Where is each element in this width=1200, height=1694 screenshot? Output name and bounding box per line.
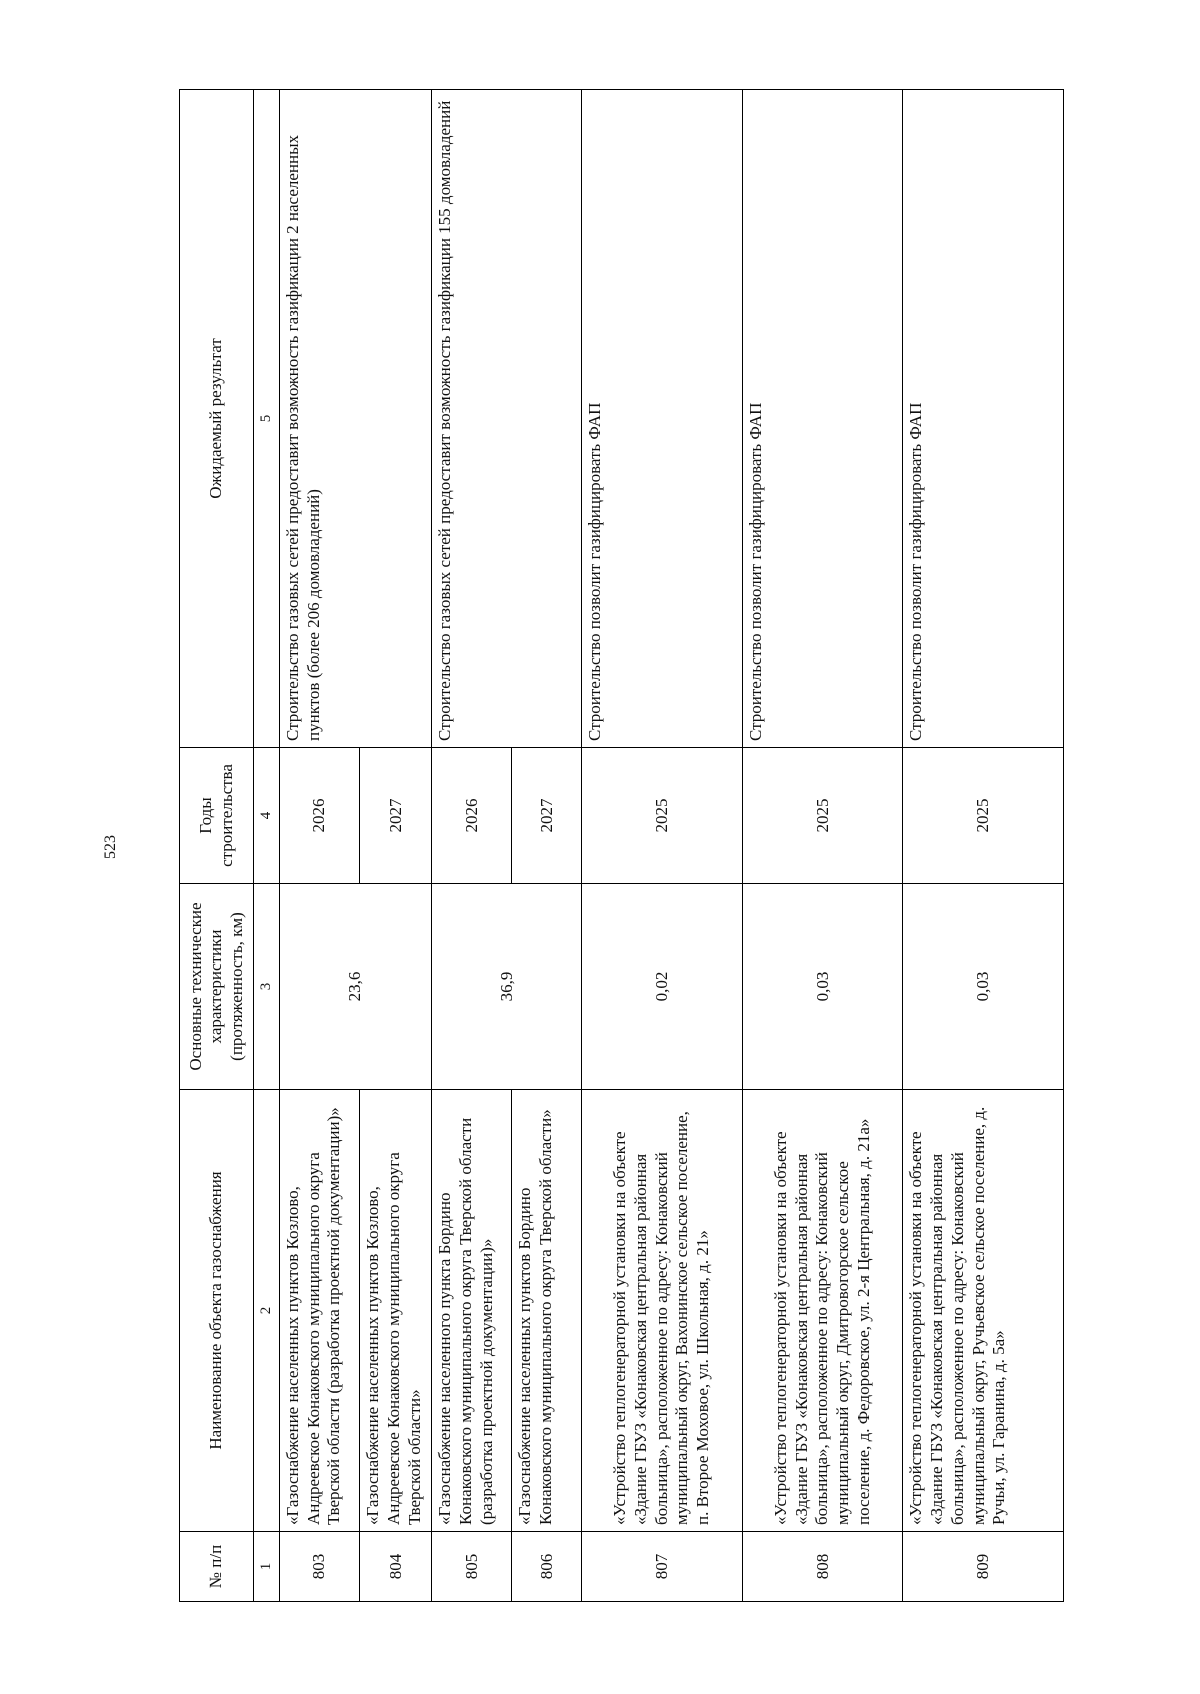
construction-year: 2027 (360, 748, 432, 884)
object-name: «Газоснабжение населенных пунктов Козлово, Андреевское Конаковского муниципального округа Тверской области» (360, 1090, 432, 1532)
object-name: «Газоснабжение населенных пунктов Бордино Конаковского муниципального округа Тверской области» (512, 1090, 582, 1532)
header-row (180, 90, 254, 1602)
object-name: «Устройство теплогенераторной установки на объекте «Здание ГБУЗ «Конаковская центральная районная больница», расположенное по адресу: Конаковский муниципальный округ, Дмитровогорское сельское поселение, д. Федоровское, ул. 2-я Центральная, д. 21а» (742, 1090, 903, 1532)
object-name: «Устройство теплогенераторной установки на объекте «Здание ГБУЗ «Конаковская центральная районная больница», расположенное по адресу: Конаковский муниципальный округ, Ручьевское сельское поселение, д. Ручьи, ул. Гаранина, д. 5а» (903, 1090, 1064, 1532)
header-years: Годы строительства (180, 748, 254, 884)
construction-year: 2026 (279, 748, 359, 884)
column-number-row (254, 90, 280, 1602)
table-row (279, 90, 359, 1602)
page-number: 523 (102, 835, 119, 859)
tech-length: 0,02 (582, 884, 743, 1090)
expected-result: Строительство позволит газифицировать ФАП (742, 90, 903, 748)
gas-objects-table (179, 89, 1064, 1602)
construction-year: 2026 (432, 748, 512, 884)
row-number: 803 (279, 1532, 359, 1602)
rotated-table-wrapper (179, 90, 1064, 1602)
row-number: 809 (903, 1532, 1064, 1602)
column-number: 4 (254, 748, 280, 884)
expected-result: Строительство позволит газифицировать ФАП (903, 90, 1064, 748)
row-number: 805 (432, 1532, 512, 1602)
table-row (582, 90, 743, 1602)
header-result: Ожидаемый результат (180, 90, 254, 748)
object-name: «Газоснабжение населенного пункта Бордино Конаковского муниципального округа Тверской области (разработка проектной документации)» (432, 1090, 512, 1532)
column-number: 3 (254, 884, 280, 1090)
column-number: 2 (254, 1090, 280, 1532)
table-row (432, 90, 512, 1602)
construction-year: 2027 (512, 748, 582, 884)
object-name: «Газоснабжение населенных пунктов Козлово, Андреевское Конаковского муниципального округа Тверской области (разработка проектной документации)» (279, 1090, 359, 1532)
construction-year: 2025 (582, 748, 743, 884)
row-number: 807 (582, 1532, 743, 1602)
header-num: № п/п (180, 1532, 254, 1602)
row-number: 806 (512, 1532, 582, 1602)
construction-year: 2025 (742, 748, 903, 884)
expected-result: Строительство позволит газифицировать ФАП (582, 90, 743, 748)
table-row (903, 90, 1064, 1602)
expected-result: Строительство газовых сетей предоставит возможность газификации 2 населенных пунктов (более 206 домовладений) (279, 90, 431, 748)
header-tech: Основные технические характеристики (протяженность, км) (180, 884, 254, 1090)
tech-length: 36,9 (432, 884, 582, 1090)
tech-length: 0,03 (903, 884, 1064, 1090)
table-row (742, 90, 903, 1602)
construction-year: 2025 (903, 748, 1064, 884)
row-number: 804 (360, 1532, 432, 1602)
column-number: 1 (254, 1532, 280, 1602)
row-number: 808 (742, 1532, 903, 1602)
tech-length: 23,6 (279, 884, 431, 1090)
tech-length: 0,03 (742, 884, 903, 1090)
column-number: 5 (254, 90, 280, 748)
header-name: Наименование объекта газоснабжения (180, 1090, 254, 1532)
expected-result: Строительство газовых сетей предоставит возможность газификации 155 домовладений (432, 90, 582, 748)
object-name: «Устройство теплогенераторной установки на объекте «Здание ГБУЗ «Конаковская центральная районная больница», расположенное по адресу: Конаковский муниципальный округ, Вахонинское сельское поселение, п. Второе Моховое, ул. Школьная, д. 21» (582, 1090, 743, 1532)
